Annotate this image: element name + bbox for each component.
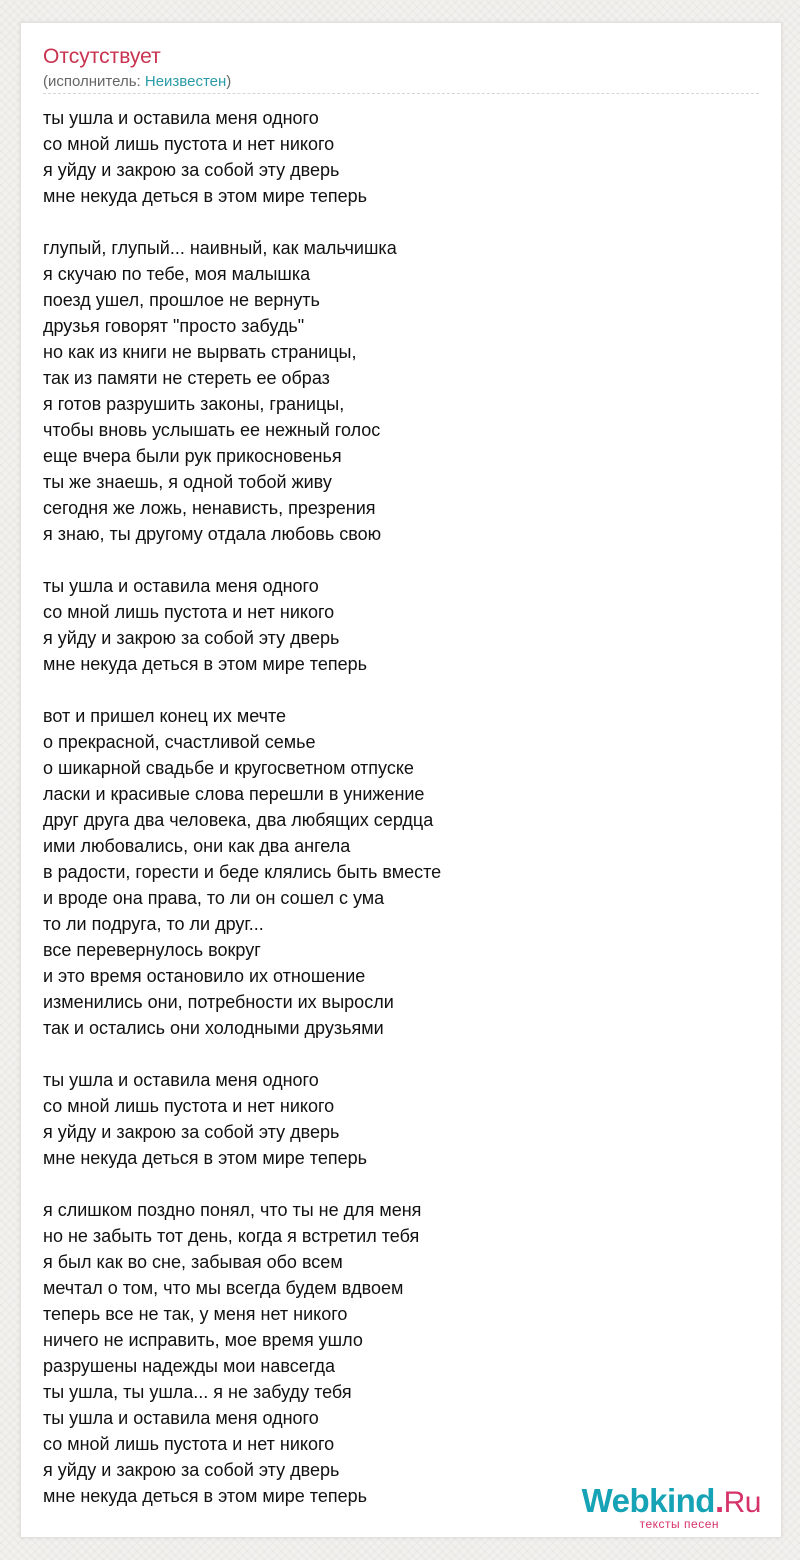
lyrics-stanza [43, 235, 759, 547]
lyrics-line: ничего не исправить, мое время ушло [43, 1330, 363, 1350]
lyrics-line: ты ушла и оставила меня одного [43, 1408, 319, 1428]
lyrics-line: так и остались они холодными друзьями [43, 1018, 384, 1038]
lyrics-line: мне некуда деться в этом мире теперь [43, 186, 367, 206]
lyrics-line: я уйду и закрою за собой эту дверь [43, 1122, 340, 1142]
lyrics-line: разрушены надежды мои навсегда [43, 1356, 335, 1376]
artist-suffix: ) [226, 73, 232, 90]
lyrics-line: ты ушла и оставила меня одного [43, 576, 319, 596]
lyrics-line: со мной лишь пустота и нет никого [43, 134, 335, 154]
lyrics-text [43, 105, 759, 1509]
lyrics-line: я слишком поздно понял, что ты не для меня [43, 1200, 422, 1220]
logo-wordmark [582, 1483, 761, 1521]
lyrics-stanza [43, 1067, 759, 1171]
lyrics-line: мечтал о том, что мы всегда будем вдвоем [43, 1278, 404, 1298]
logo-dot: . [714, 1482, 724, 1519]
lyrics-line: я готов разрушить законы, границы, [43, 394, 345, 414]
lyrics-line: ласки и красивые слова перешли в унижение [43, 784, 425, 804]
artist-link[interactable]: Неизвестен [144, 73, 227, 90]
lyrics-line: ты же знаешь, я одной тобой живу [43, 472, 332, 492]
lyrics-line: то ли подруга, то ли друг... [43, 914, 264, 934]
lyrics-line: друг друга два человека, два любящих сердца [43, 810, 434, 830]
lyrics-line: я был как во сне, забывая обо всем [43, 1252, 343, 1272]
lyrics-line: поезд ушел, прошлое не вернуть [43, 290, 320, 310]
lyrics-line: я уйду и закрою за собой эту дверь [43, 628, 340, 648]
lyrics-line: в радости, горести и беде клялись быть вместе [43, 862, 442, 882]
lyrics-line: я скучаю по тебе, моя малышка [43, 264, 311, 284]
lyrics-line: со мной лишь пустота и нет никого [43, 602, 335, 622]
lyrics-line: мне некуда деться в этом мире теперь [43, 1486, 367, 1506]
lyrics-line: ими любовались, они как два ангела [43, 836, 351, 856]
lyrics-line: изменились они, потребности их выросли [43, 992, 394, 1012]
lyrics-line: ты ушла и оставила меня одного [43, 1070, 319, 1090]
lyrics-card [20, 22, 782, 1538]
lyrics-line: я уйду и закрою за собой эту дверь [43, 1460, 340, 1480]
lyrics-stanza [43, 703, 759, 1041]
site-logo[interactable] [549, 1477, 769, 1537]
lyrics-line: о шикарной свадьбе и кругосветном отпуске [43, 758, 414, 778]
lyrics-line: друзья говорят "просто забудь" [43, 316, 305, 336]
lyrics-line: и это время остановило их отношение [43, 966, 366, 986]
lyrics-stanza [43, 1197, 759, 1509]
lyrics-line: о прекрасной, счастливой семье [43, 732, 316, 752]
lyrics-line: мне некуда деться в этом мире теперь [43, 654, 367, 674]
lyrics-line: все перевернулось вокруг [43, 940, 261, 960]
song-title: Отсутствует [43, 45, 161, 68]
artist-prefix: (исполнитель: [43, 73, 145, 90]
song-header [43, 45, 759, 94]
lyrics-line: ты ушла, ты ушла... я не забуду тебя [43, 1382, 352, 1402]
logo-word: Webkind [581, 1482, 715, 1519]
lyrics-line: со мной лишь пустота и нет никого [43, 1096, 335, 1116]
lyrics-stanza [43, 105, 759, 209]
logo-tagline: тексты песен [639, 1517, 719, 1531]
logo-tld: Ru [723, 1486, 761, 1519]
artist-line [43, 73, 759, 94]
lyrics-line: я уйду и закрою за собой эту дверь [43, 160, 340, 180]
lyrics-line: но как из книги не вырвать страницы, [43, 342, 357, 362]
lyrics-line: и вроде она права, то ли он сошел с ума [43, 888, 385, 908]
lyrics-line: еще вчера были рук прикосновенья [43, 446, 342, 466]
lyrics-line: вот и пришел конец их мечте [43, 706, 287, 726]
lyrics-line: так из памяти не стереть ее образ [43, 368, 330, 388]
lyrics-line: ты ушла и оставила меня одного [43, 108, 319, 128]
lyrics-line: сегодня же ложь, ненависть, презрения [43, 498, 376, 518]
lyrics-line: со мной лишь пустота и нет никого [43, 1434, 335, 1454]
lyrics-line: чтобы вновь услышать ее нежный голос [43, 420, 381, 440]
lyrics-line: теперь все не так, у меня нет никого [43, 1304, 348, 1324]
lyrics-stanza [43, 573, 759, 677]
lyrics-line: мне некуда деться в этом мире теперь [43, 1148, 367, 1168]
lyrics-line: но не забыть тот день, когда я встретил тебя [43, 1226, 420, 1246]
lyrics-line: я знаю, ты другому отдала любовь свою [43, 524, 382, 544]
lyrics-line: глупый, глупый... наивный, как мальчишка [43, 238, 397, 258]
